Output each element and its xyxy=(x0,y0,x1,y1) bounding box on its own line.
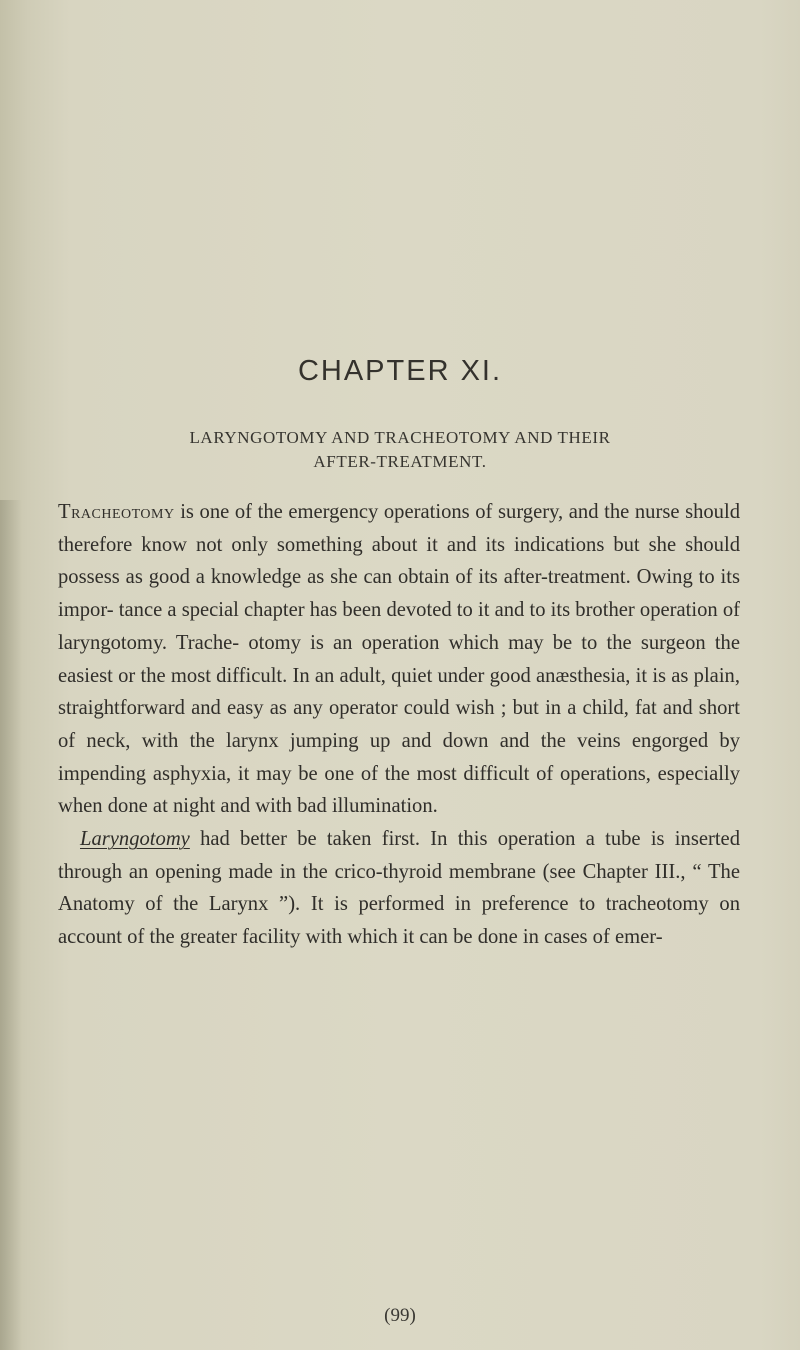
chapter-title: CHAPTER XI. xyxy=(297,355,503,387)
chapter-subtitle-line-1: LARYNGOTOMY AND TRACHEOTOMY AND THEIR xyxy=(189,428,611,447)
page-number: (99) xyxy=(384,1305,416,1326)
chapter-body xyxy=(58,496,740,954)
italic-term: Laryngotomy xyxy=(80,828,190,851)
paragraph-text: is one of the emergency operations of surgery, and the nurse should therefore know not only something about it and its indications but she should possess as good a knowledge as she can obtain of its after-treatment. Owing to its impor- tance a special chapter has been devoted to it and to its brother operation of laryngotomy. Trache- otomy is an operation which may be to the surgeon the easiest or the most difficult. In an adult, quiet under good anæsthesia, it is as plain, straightforward and easy as any operator could wish ; but in a child, fat and short of neck, with the larynx jumping up and down and the veins engorged by impending asphyxia, it may be one of the most difficult of operations, especially when done at night and with bad illumination. xyxy=(58,501,740,818)
paragraph-tracheotomy xyxy=(58,496,740,823)
chapter-subtitle xyxy=(60,426,740,474)
chapter-subtitle-line-2: AFTER-TREATMENT. xyxy=(313,452,487,471)
paragraph-laryngotomy xyxy=(58,823,740,954)
paragraph-text: had better be taken first. In this operation a tube is inserted through an opening made in the crico-thyroid membrane (see Chapter III., “ The Anatomy of the Larynx ”). It is performed in preference to tracheotomy on account of the greater facility with which it can be done in cases of emer- xyxy=(58,828,740,949)
lead-word: Tracheotomy xyxy=(58,501,175,523)
